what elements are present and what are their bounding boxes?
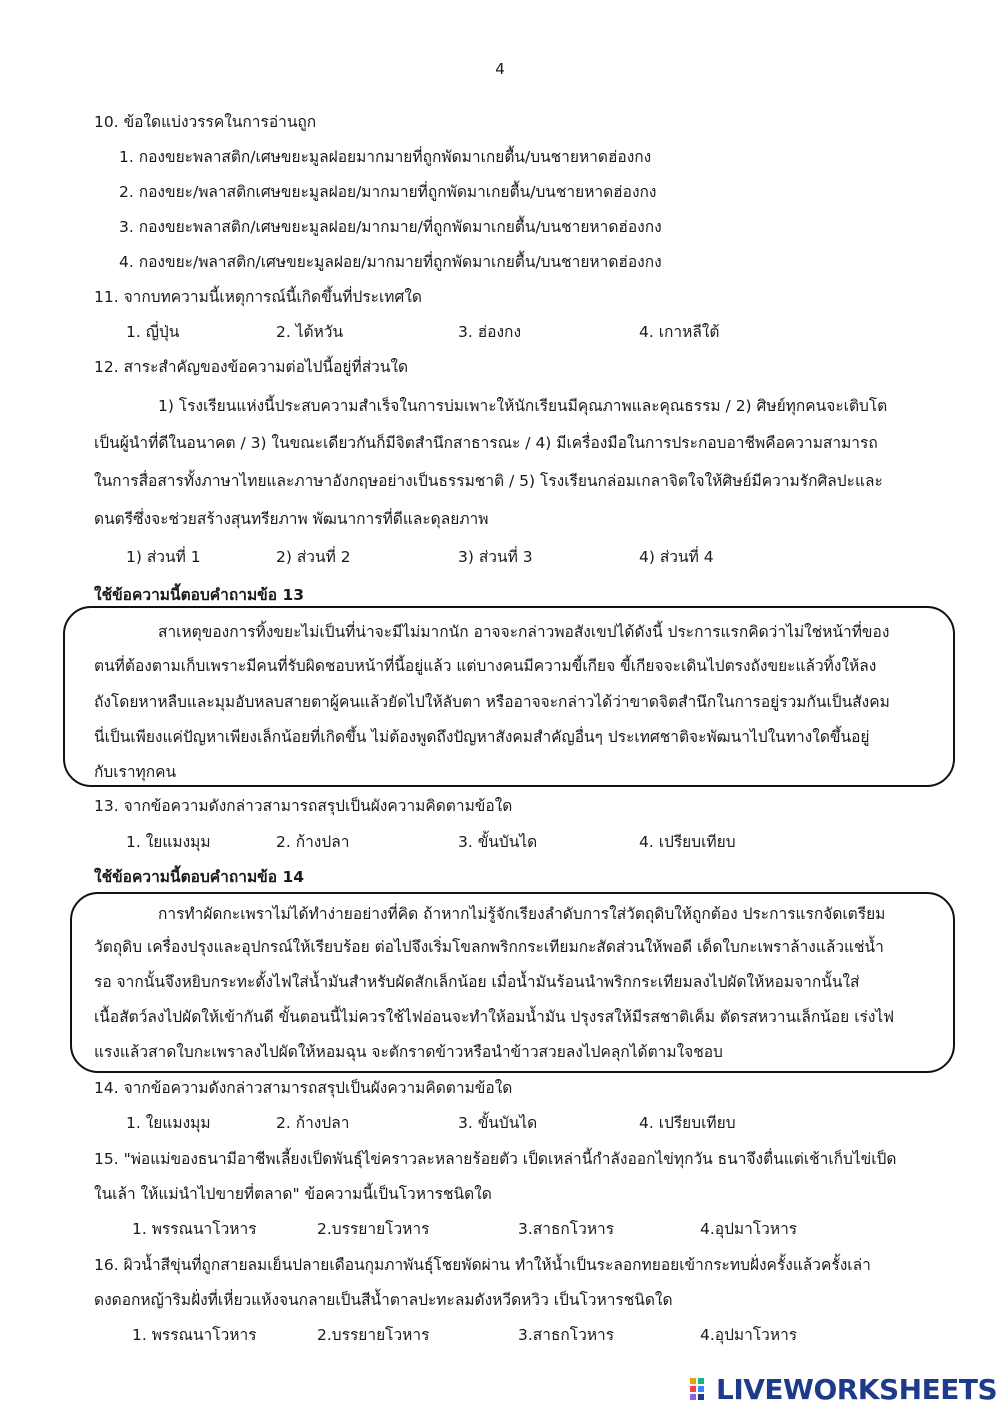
q14-heading: ใช้ข้อความนี้ตอบคำถามข้อ 14 [94,868,305,886]
q12-option-1[interactable]: 1) ส่วนที่ 1 [126,548,201,566]
q15-option-2[interactable]: 2.บรรยายโวหาร [317,1220,430,1238]
q13-option-4[interactable]: 4. เปรียบเทียบ [639,833,736,851]
q13-passage-line: ตนที่ต้องตามเก็บเพราะมีคนที่รับผิดชอบหน้าที่นี้อยู่แล้ว แต่บางคนมีความขี้เกียจ ขี้เกียจจะเดินไปตรงถังขยะแล้วทิ้งให้ลง [94,657,877,675]
q13-option-2[interactable]: 2. ก้างปลา [276,833,350,851]
liveworksheets-logo-text: LIVEWORKSHEETS [716,1373,998,1406]
q11-option-4[interactable]: 4. เกาหลีใต้ [639,323,720,341]
q13-option-1[interactable]: 1. ใยแมงมุม [126,833,211,851]
q13-question: 13. จากข้อความดังกล่าวสามารถสรุปเป็นผังความคิดตามข้อใด [94,797,513,815]
q12-passage-line: 1) โรงเรียนแห่งนี้ประสบความสำเร็จในการบ่มเพาะให้นักเรียนมีคุณภาพและคุณธรรม / 2) ศิษย์ทุกคนจะเติบโต [158,397,888,415]
q10-option-4[interactable]: 4. กองขยะ/พลาสติก/เศษขยะมูลฝอย/มากมายที่ถูกพัดมาเกยตื้น/บนชายหาดฮ่องกง [119,253,662,271]
q14-passage-line: แรงแล้วสาดใบกะเพราลงไปผัดให้หอมฉุน จะตักราดข้าวหรือนำข้าวสวยลงไปคลุกได้ตามใจชอบ [94,1043,723,1061]
q16-question-line: 16. ผิวน้ำสีขุ่นที่ถูกสายลมเย็นปลายเดือนกุมภาพันธุ์โชยพัดผ่าน ทำให้น้ำเป็นระลอกทยอยเข้ากระทบฝั่งครั้งแล้วครั้งเล่า [94,1256,871,1274]
q10-option-3[interactable]: 3. กองขยะพลาสติก/เศษขยะมูลฝอย/มากมาย/ที่ถูกพัดมาเกยตื้น/บนชายหาดฮ่องกง [119,218,662,236]
q13-passage-line: ถังโดยหาหลืบและมุมอับหลบสายตาผู้คนแล้วยัดไปให้ลับตา หรืออาจจะกล่าวได้ว่าขาดจิตสำนึกในการอยู่รวมกันเป็นสังคม [94,693,890,711]
q15-option-1[interactable]: 1. พรรณนาโวหาร [132,1220,257,1238]
q11-question: 11. จากบทความนี้เหตุการณ์นี้เกิดขึ้นที่ประเทศใด [94,288,422,306]
q13-passage-line: สาเหตุของการทิ้งขยะไม่เป็นที่น่าจะมีไม่มากนัก อาจจะกล่าวพอสังเขปได้ดังนี้ ประการแรกคิดว่าไม่ใช่หน้าที่ของ [158,623,890,641]
page-number: 4 [495,60,505,78]
q14-option-4[interactable]: 4. เปรียบเทียบ [639,1114,736,1132]
q16-question-line: ดงดอกหญ้าริมฝั่งที่เหี่ยวแห้งจนกลายเป็นสีน้ำตาลปะทะลมดังหวีดหวิว เป็นโวหารชนิดใด [94,1291,673,1309]
q15-option-3[interactable]: 3.สาธกโวหาร [518,1220,615,1238]
q14-passage-line: เนื้อสัตว์ลงไปผัดให้เข้ากันดี ขั้นตอนนี้ไม่ควรใช้ไฟอ่อนจะทำให้อมน้ำมัน ปรุงรสให้มีรสชาติเค็ม ตัดรสหวานเล็กน้อย เร่งไฟ [94,1008,895,1026]
q10-question: 10. ข้อใดแบ่งวรรคในการอ่านถูก [94,113,317,131]
q14-passage-line: การทำผัดกะเพราไม่ได้ทำง่ายอย่างที่คิด ถ้าหากไม่รู้จักเรียงลำดับการใส่วัตถุดิบให้ถูกต้อง ประการแรกจัดเตรียม [158,905,886,923]
q12-passage-line: ในการสื่อสารทั้งภาษาไทยและภาษาอังกฤษอย่างเป็นธรรมชาติ / 5) โรงเรียนกล่อมเกลาจิตใจให้ศิษย์มีความรักศิลปะและ [94,472,883,490]
q12-passage-line: ดนตรีซึ่งจะช่วยสร้างสุนทรียภาพ พัฒนาการที่ดีและดุลยภาพ [94,510,489,528]
q14-option-2[interactable]: 2. ก้างปลา [276,1114,350,1132]
q14-question: 14. จากข้อความดังกล่าวสามารถสรุปเป็นผังความคิดตามข้อใด [94,1079,513,1097]
q15-question-line: ในเล้า ให้แม่นำไปขายที่ตลาด" ข้อความนี้เป็นโวหารชนิดใด [94,1185,492,1203]
q11-option-1[interactable]: 1. ญี่ปุ่น [126,323,180,341]
q11-option-2[interactable]: 2. ไต้หวัน [276,323,344,341]
q12-option-4[interactable]: 4) ส่วนที่ 4 [639,548,714,566]
q10-option-2[interactable]: 2. กองขยะ/พลาสติกเศษขยะมูลฝอย/มากมายที่ถูกพัดมาเกยตื้น/บนชายหาดฮ่องกง [119,183,657,201]
q13-passage-line: กับเราทุกคน [94,763,177,781]
q13-heading: ใช้ข้อความนี้ตอบคำถามข้อ 13 [94,586,305,604]
q12-option-2[interactable]: 2) ส่วนที่ 2 [276,548,351,566]
q14-passage-line: รอ จากนั้นจึงหยิบกระทะตั้งไฟใส่น้ำมันสำหรับผัดสักเล็กน้อย เมื่อน้ำมันร้อนนำพริกกระเทียมลงไปผัดให้หอมจากนั้นใส่ [94,973,860,991]
q14-passage-line: วัตถุดิบ เครื่องปรุงและอุปกรณ์ให้เรียบร้อย ต่อไปจึงเริ่มโขลกพริกกระเทียมกะสัดส่วนให้พอดี เด็ดใบกะเพราล้างแล้วแช่น้ำ [94,938,884,956]
q10-option-1[interactable]: 1. กองขยะพลาสติก/เศษขยะมูลฝอยมากมายที่ถูกพัดมาเกยตื้น/บนชายหาดฮ่องกง [119,148,652,166]
liveworksheets-logo [690,1372,998,1408]
liveworksheets-logo-icon [690,1378,712,1402]
q13-passage-line: นี่เป็นเพียงแค่ปัญหาเพียงเล็กน้อยที่เกิดขึ้น ไม่ต้องพูดถึงปัญหาสังคมสำคัญอื่นๆ ประเทศชาติจะพัฒนาไปในทางใดขึ้นอยู่ [94,728,870,746]
q13-option-3[interactable]: 3. ขั้นบันได [458,833,538,851]
q11-option-3[interactable]: 3. ฮ่องกง [458,323,522,341]
q12-question: 12. สาระสำคัญของข้อความต่อไปนี้อยู่ที่ส่วนใด [94,358,409,376]
q14-option-1[interactable]: 1. ใยแมงมุม [126,1114,211,1132]
q15-question-line: 15. "พ่อแม่ของธนามีอาชีพเลี้ยงเป็ดพันธุ์ไข่คราวละหลายร้อยตัว เป็ดเหล่านี้กำลังออกไข่ทุกวัน ธนาจึงตื่นแต่เช้าเก็บไข่เป็ด [94,1150,897,1168]
q16-option-4[interactable]: 4.อุปมาโวหาร [700,1326,798,1344]
q15-option-4[interactable]: 4.อุปมาโวหาร [700,1220,798,1238]
q16-option-1[interactable]: 1. พรรณนาโวหาร [132,1326,257,1344]
q12-option-3[interactable]: 3) ส่วนที่ 3 [458,548,533,566]
q12-passage-line: เป็นผู้นำที่ดีในอนาคต / 3) ในขณะเดียวกันก็มีจิตสำนึกสาธารณะ / 4) มีเครื่องมือในการประกอบอาชีพคือความสามารถ [94,434,878,452]
q16-option-3[interactable]: 3.สาธกโวหาร [518,1326,615,1344]
q16-option-2[interactable]: 2.บรรยายโวหาร [317,1326,430,1344]
q14-option-3[interactable]: 3. ขั้นบันได [458,1114,538,1132]
